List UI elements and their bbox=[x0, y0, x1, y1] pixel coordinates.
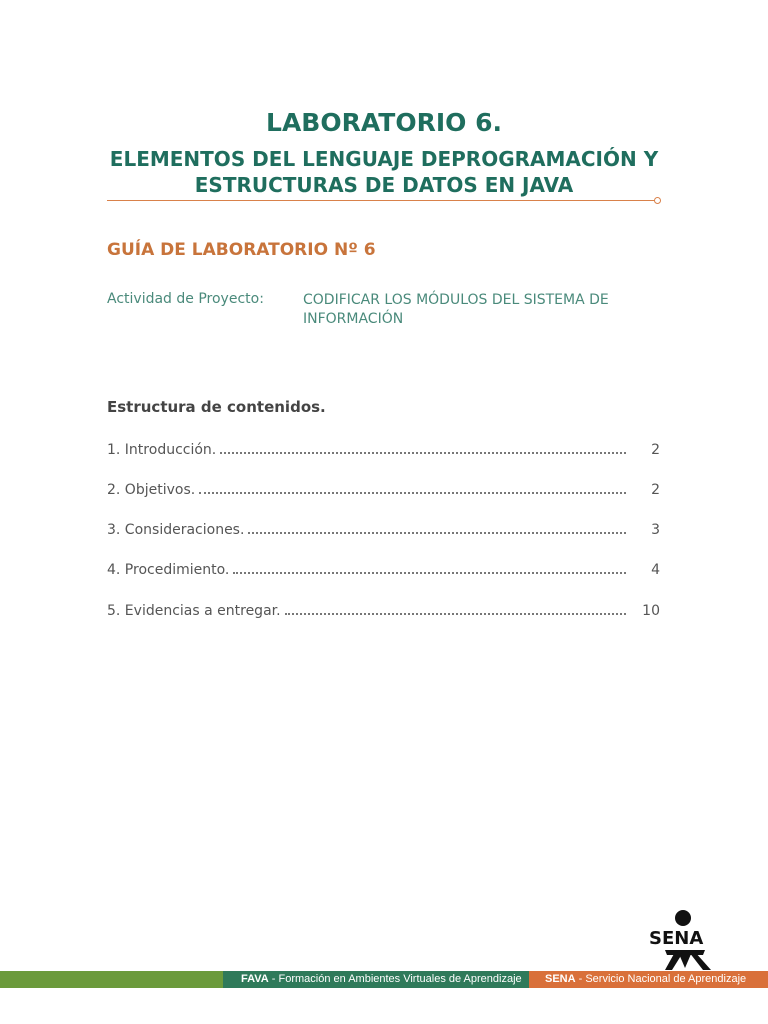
toc-item-page: 2 bbox=[651, 442, 660, 458]
footer-sena bbox=[529, 971, 768, 988]
toc-item[interactable] bbox=[107, 558, 660, 578]
toc-item-page: 10 bbox=[642, 603, 660, 619]
toc-item-page: 3 bbox=[651, 522, 660, 538]
svg-text:SENA: SENA bbox=[649, 928, 704, 949]
footer-sena-bold: SENA bbox=[545, 973, 576, 985]
page-subtitle bbox=[0, 146, 768, 198]
footer-fava bbox=[223, 971, 529, 988]
subtitle-line-2: ESTRUCTURAS DE DATOS EN JAVA bbox=[194, 173, 574, 197]
toc-item-label: 4. Procedimiento. bbox=[107, 562, 230, 578]
toc-leader-dots bbox=[248, 532, 626, 534]
toc-item[interactable] bbox=[107, 518, 660, 538]
toc-item-label: 1. Introducción. bbox=[107, 442, 217, 458]
toc-item-label: 3. Consideraciones. bbox=[107, 522, 245, 538]
guide-title: GUÍA DE LABORATORIO Nº 6 bbox=[107, 240, 376, 260]
toc-item[interactable] bbox=[107, 438, 660, 458]
page-title: LABORATORIO 6. bbox=[266, 108, 502, 137]
activity-label: Actividad de Proyecto: bbox=[107, 291, 264, 307]
toc-item-label: 2. Objetivos. bbox=[107, 482, 196, 498]
footer-fava-bold: FAVA bbox=[241, 973, 269, 985]
toc-item[interactable] bbox=[107, 599, 660, 619]
toc-heading: Estructura de contenidos. bbox=[107, 398, 326, 416]
toc-item[interactable] bbox=[107, 478, 660, 498]
toc-leader-dots bbox=[220, 452, 626, 454]
toc-item-page: 4 bbox=[651, 562, 660, 578]
subtitle-line-1: ELEMENTOS DEL LENGUAJE DEPROGRAMACIÓN Y bbox=[109, 147, 659, 171]
toc-item-page: 2 bbox=[651, 482, 660, 498]
toc-leader-dots bbox=[199, 492, 626, 494]
toc-leader-dots bbox=[285, 613, 626, 615]
toc-leader-dots bbox=[233, 572, 626, 574]
sena-logo-icon bbox=[645, 908, 725, 972]
divider-end-dot bbox=[654, 197, 661, 204]
footer-sena-text: - Servicio Nacional de Aprendizaje bbox=[575, 973, 747, 985]
toc-item-label: 5. Evidencias a entregar. bbox=[107, 603, 281, 619]
activity-value: CODIFICAR LOS MÓDULOS DEL SISTEMA DE INFORMACIÓN bbox=[303, 292, 609, 327]
footer-fava-text: - Formación en Ambientes Virtuales de Aprendizaje bbox=[268, 973, 522, 985]
title-divider bbox=[107, 200, 655, 201]
